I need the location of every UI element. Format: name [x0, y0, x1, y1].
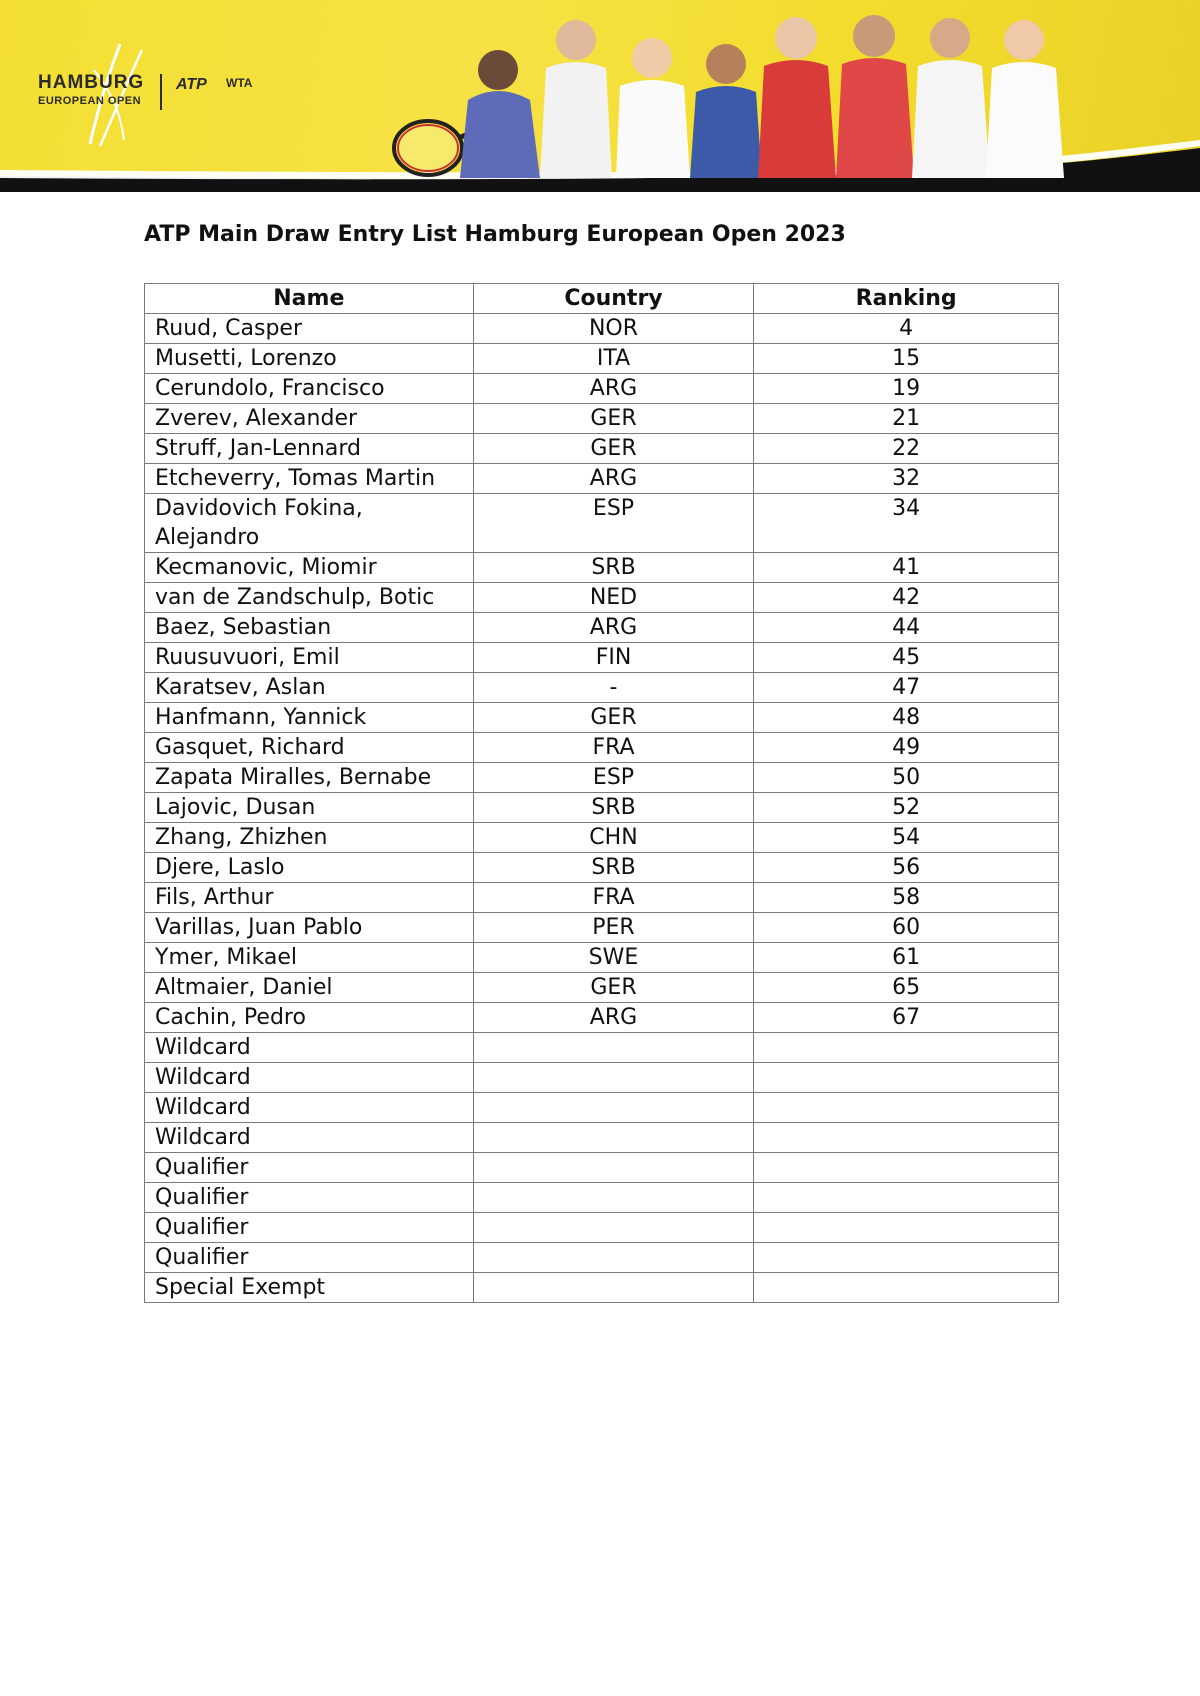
- player-ranking: [754, 1213, 1059, 1243]
- player-country: ESP: [473, 494, 754, 553]
- player-ranking: 54: [754, 823, 1059, 853]
- player-name: Zhang, Zhizhen: [145, 823, 474, 853]
- player-country: [473, 1093, 754, 1123]
- player-name: Varillas, Juan Pablo: [145, 913, 474, 943]
- table-row: [145, 464, 1059, 494]
- player-ranking: 48: [754, 703, 1059, 733]
- column-header-name: Name: [145, 284, 474, 314]
- column-header-ranking: Ranking: [754, 284, 1059, 314]
- player-name: Baez, Sebastian: [145, 613, 474, 643]
- player-name: Ruud, Casper: [145, 314, 474, 344]
- table-row: [145, 1243, 1059, 1273]
- logo-divider: [160, 74, 162, 110]
- table-row: [145, 404, 1059, 434]
- player-ranking: 34: [754, 494, 1059, 553]
- player-name: Wildcard: [145, 1093, 474, 1123]
- player-name: Zverev, Alexander: [145, 404, 474, 434]
- player-ranking: 67: [754, 1003, 1059, 1033]
- player-country: [473, 1213, 754, 1243]
- player-country: ARG: [473, 464, 754, 494]
- player-ranking: 47: [754, 673, 1059, 703]
- header-banner: [0, 0, 1200, 192]
- table-row: [145, 733, 1059, 763]
- player-ranking: [754, 1093, 1059, 1123]
- table-row: [145, 1033, 1059, 1063]
- player-country: [473, 1183, 754, 1213]
- table-row: [145, 1273, 1059, 1303]
- player-country: ARG: [473, 1003, 754, 1033]
- table-row: [145, 1003, 1059, 1033]
- player-ranking: 19: [754, 374, 1059, 404]
- player-country: FIN: [473, 643, 754, 673]
- player-name: Karatsev, Aslan: [145, 673, 474, 703]
- table-row: [145, 583, 1059, 613]
- table-row: [145, 434, 1059, 464]
- player-country: CHN: [473, 823, 754, 853]
- table-row: [145, 1123, 1059, 1153]
- player-country: PER: [473, 913, 754, 943]
- player-ranking: [754, 1273, 1059, 1303]
- player-ranking: [754, 1153, 1059, 1183]
- player-ranking: 4: [754, 314, 1059, 344]
- table-row: [145, 673, 1059, 703]
- player-name: Wildcard: [145, 1063, 474, 1093]
- table-row: [145, 1213, 1059, 1243]
- player-name: Kecmanovic, Miomir: [145, 553, 474, 583]
- player-country: [473, 1033, 754, 1063]
- player-name: Special Exempt: [145, 1273, 474, 1303]
- player-name: Qualifier: [145, 1153, 474, 1183]
- player-ranking: [754, 1063, 1059, 1093]
- player-country: [473, 1063, 754, 1093]
- player-name: Struff, Jan-Lennard: [145, 434, 474, 464]
- player-name: Musetti, Lorenzo: [145, 344, 474, 374]
- player-ranking: 65: [754, 973, 1059, 1003]
- table-row: [145, 1183, 1059, 1213]
- table-row: [145, 553, 1059, 583]
- player-ranking: 41: [754, 553, 1059, 583]
- player-country: NED: [473, 583, 754, 613]
- player-name: Altmaier, Daniel: [145, 973, 474, 1003]
- player-name: Djere, Laslo: [145, 853, 474, 883]
- player-country: FRA: [473, 733, 754, 763]
- player-ranking: 61: [754, 943, 1059, 973]
- player-ranking: [754, 1123, 1059, 1153]
- player-name: Qualifier: [145, 1183, 474, 1213]
- player-ranking: 21: [754, 404, 1059, 434]
- player-name: Cerundolo, Francisco: [145, 374, 474, 404]
- player-name: Wildcard: [145, 1123, 474, 1153]
- player-ranking: 49: [754, 733, 1059, 763]
- player-ranking: 22: [754, 434, 1059, 464]
- entry-list-table: [144, 283, 1059, 1303]
- player-ranking: 56: [754, 853, 1059, 883]
- table-row: [145, 793, 1059, 823]
- player-ranking: 32: [754, 464, 1059, 494]
- player-ranking: [754, 1183, 1059, 1213]
- table-row: [145, 613, 1059, 643]
- player-figures: [460, 15, 1064, 178]
- table-row: [145, 703, 1059, 733]
- player-country: ITA: [473, 344, 754, 374]
- player-country: NOR: [473, 314, 754, 344]
- player-ranking: 15: [754, 344, 1059, 374]
- player-ranking: 44: [754, 613, 1059, 643]
- table-row: [145, 973, 1059, 1003]
- table-row: [145, 1063, 1059, 1093]
- player-ranking: 58: [754, 883, 1059, 913]
- table-row: [145, 374, 1059, 404]
- player-country: SWE: [473, 943, 754, 973]
- player-name: Hanfmann, Yannick: [145, 703, 474, 733]
- table-row: [145, 1093, 1059, 1123]
- player-country: ARG: [473, 613, 754, 643]
- player-name: Fils, Arthur: [145, 883, 474, 913]
- player-country: FRA: [473, 883, 754, 913]
- player-ranking: [754, 1243, 1059, 1273]
- player-country: ARG: [473, 374, 754, 404]
- player-name: Cachin, Pedro: [145, 1003, 474, 1033]
- player-name: Etcheverry, Tomas Martin: [145, 464, 474, 494]
- table-row: [145, 1153, 1059, 1183]
- atp-logo: ATP: [176, 76, 207, 93]
- document-title: ATP Main Draw Entry List Hamburg European Open 2023: [144, 222, 846, 247]
- player-country: [473, 1123, 754, 1153]
- player-name: Wildcard: [145, 1033, 474, 1063]
- table-row: [145, 883, 1059, 913]
- table-row: [145, 494, 1059, 553]
- player-name: Davidovich Fokina, Alejandro: [145, 494, 474, 553]
- player-name: Gasquet, Richard: [145, 733, 474, 763]
- player-name: Ymer, Mikael: [145, 943, 474, 973]
- player-ranking: 42: [754, 583, 1059, 613]
- player-country: [473, 1153, 754, 1183]
- player-country: SRB: [473, 793, 754, 823]
- player-country: ESP: [473, 763, 754, 793]
- player-name: Lajovic, Dusan: [145, 793, 474, 823]
- tournament-logo: [30, 40, 300, 150]
- player-ranking: 52: [754, 793, 1059, 823]
- logo-subtitle: EUROPEAN OPEN: [38, 95, 142, 107]
- player-country: SRB: [473, 853, 754, 883]
- player-name: van de Zandschulp, Botic: [145, 583, 474, 613]
- player-name: Ruusuvuori, Emil: [145, 643, 474, 673]
- player-country: [473, 1243, 754, 1273]
- wta-logo: WTA: [226, 76, 253, 90]
- table-row: [145, 314, 1059, 344]
- player-name: Qualifier: [145, 1243, 474, 1273]
- player-country: [473, 1273, 754, 1303]
- table-row: [145, 943, 1059, 973]
- player-country: GER: [473, 434, 754, 464]
- player-ranking: 60: [754, 913, 1059, 943]
- table-header-row: [145, 284, 1059, 314]
- table-row: [145, 823, 1059, 853]
- table-row: [145, 643, 1059, 673]
- column-header-country: Country: [473, 284, 754, 314]
- player-name: Qualifier: [145, 1213, 474, 1243]
- table-row: [145, 913, 1059, 943]
- player-country: GER: [473, 703, 754, 733]
- player-name: Zapata Miralles, Bernabe: [145, 763, 474, 793]
- player-country: GER: [473, 973, 754, 1003]
- player-country: SRB: [473, 553, 754, 583]
- player-ranking: 45: [754, 643, 1059, 673]
- table-row: [145, 853, 1059, 883]
- player-ranking: [754, 1033, 1059, 1063]
- table-row: [145, 344, 1059, 374]
- players-photo-collage: [380, 0, 1140, 180]
- player-country: GER: [473, 404, 754, 434]
- player-country: -: [473, 673, 754, 703]
- table-row: [145, 763, 1059, 793]
- logo-title: HAMBURG: [38, 72, 145, 93]
- player-ranking: 50: [754, 763, 1059, 793]
